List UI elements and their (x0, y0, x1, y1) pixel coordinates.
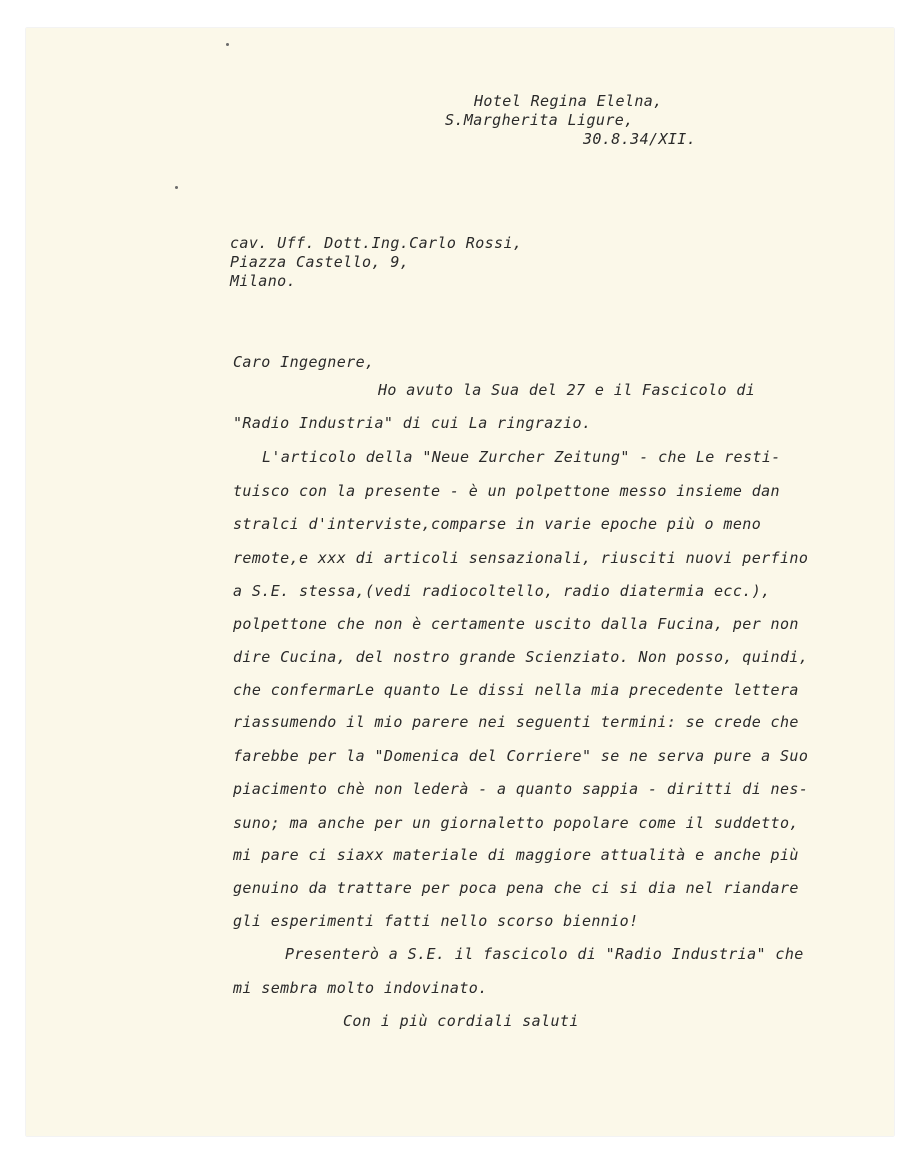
header-town: S.Margherita Ligure, (445, 111, 634, 129)
body-line: a S.E. stessa,(vedi radiocoltello, radio diatermia ecc.), (233, 582, 771, 600)
body-line: mi sembra molto indovinato. (233, 979, 488, 997)
recipient-name: cav. Uff. Dott.Ing.Carlo Rossi, (230, 234, 523, 252)
header-date: 30.8.34/XII. (583, 130, 697, 148)
body-line: L'articolo della "Neue Zurcher Zeitung" - che Le resti- (262, 448, 781, 466)
body-line: genuino da trattare per poca pena che ci si dia nel riandare (233, 879, 799, 897)
body-line: gli esperimenti fatti nello scorso biennio! (233, 912, 639, 930)
header-hotel: Hotel Regina Elelna, (474, 92, 663, 110)
recipient-street: Piazza Castello, 9, (230, 253, 410, 271)
body-line: polpettone che non è certamente uscito dalla Fucina, per non (233, 615, 799, 633)
body-line: suno; ma anche per un giornaletto popolare come il suddetto, (233, 814, 799, 832)
recipient-city: Milano. (230, 272, 297, 290)
closing: Con i più cordiali saluti (343, 1012, 579, 1030)
body-line: remote,e xxx di articoli sensazionali, riusciti nuovi perfino (233, 549, 809, 567)
body-line: "Radio Industria" di cui La ringrazio. (233, 414, 592, 432)
body-line: tuisco con la presente - è un polpettone messo insieme dan (233, 482, 780, 500)
body-line: Presenterò a S.E. il fascicolo di "Radio Industria" che (285, 945, 804, 963)
body-line: stralci d'interviste,comparse in varie epoche più o meno (233, 515, 762, 533)
body-line: piacimento chè non lederà - a quanto sappia - diritti di nes- (233, 780, 809, 798)
body-line: che confermarLe quanto Le dissi nella mia precedente lettera (233, 681, 799, 699)
body-line: mi pare ci siaxx materiale di maggiore attualità e anche più (233, 846, 799, 864)
body-line: Ho avuto la Sua del 27 e il Fascicolo di (378, 381, 756, 399)
body-line: dire Cucina, del nostro grande Scienziato. Non posso, quindi, (233, 648, 809, 666)
paper-speck (226, 43, 229, 46)
salutation: Caro Ingegnere, (233, 353, 375, 371)
paper-speck (175, 186, 178, 189)
body-line: riassumendo il mio parere nei seguenti termini: se crede che (233, 713, 799, 731)
body-line: farebbe per la "Domenica del Corriere" se ne serva pure a Suo (233, 747, 809, 765)
